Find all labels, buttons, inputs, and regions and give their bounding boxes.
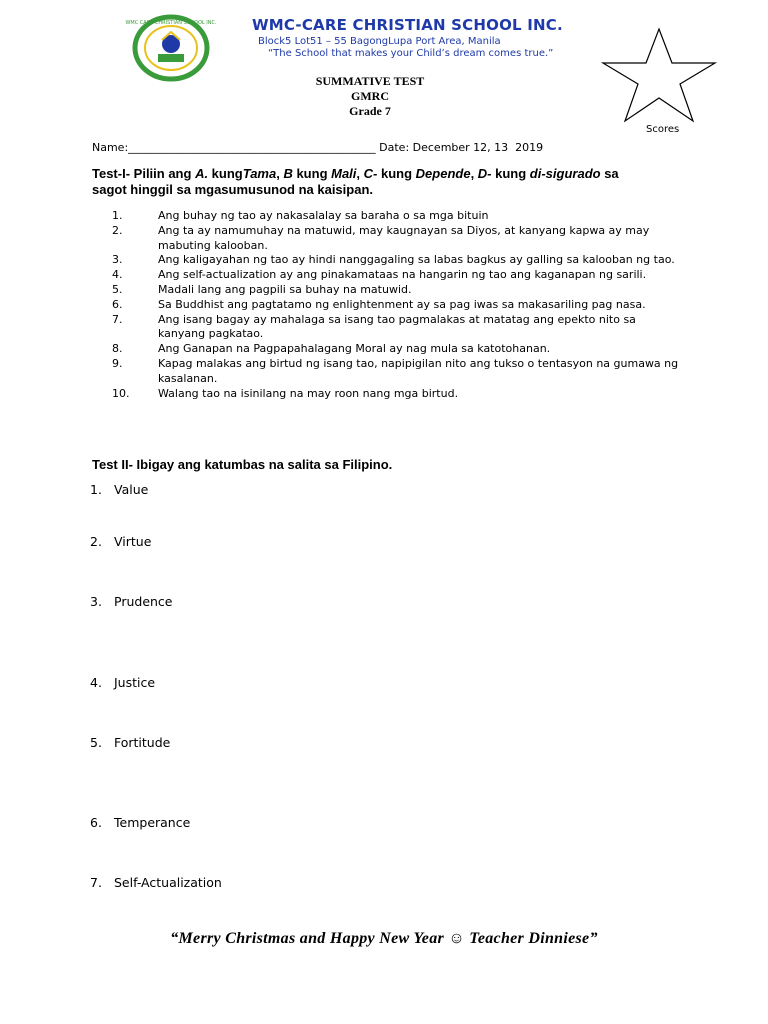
item-text: Ang buhay ng tao ay nakasalalay sa baraha o sa mga bituin [158,209,489,222]
instr-part: kung [208,166,243,181]
school-address: Block5 Lot51 – 55 BagongLupa Port Area, Manila [258,36,501,47]
list-item [112,298,682,313]
list-item [112,357,682,387]
instr-part: , [470,166,478,181]
test2-item-justice [90,675,155,690]
instr-part: kung [377,166,416,181]
school-name: WMC-CARE CHRISTIAN SCHOOL INC. [252,16,563,34]
item-number: 6. [112,297,123,311]
instr-part: , [356,166,364,181]
item-text: Virtue [114,534,152,549]
instr-part: sa sagot hinggil sa mgasumusunod na kaisipan. [92,166,619,197]
item-text: Sa Buddhist ang pagtatamo ng enlightenment ay sa pag iwas sa makasariling pag nasa. [158,297,646,311]
item-text: Ang self-actualization ay ang pinakamataas na hangarin ng tao ang kaganapan ng sarili. [158,268,647,282]
item-number: 8. [112,342,123,356]
instr-part: kung [292,166,332,181]
list-item [112,342,682,357]
name-date-line: Name:_____________________________________________ Date: December 12, 13 2019 [92,141,544,154]
item-text: Value [114,482,149,497]
list-item [112,283,682,298]
instr-part: A. [195,166,209,181]
item-number: 2. [90,534,102,549]
item-text: Temperance [114,815,191,830]
item-number: 4. [112,268,123,282]
instr-part: C- [363,166,378,181]
test2-item-temperance [90,815,190,830]
test1-label: Test-I [92,166,126,181]
instr-part: , [276,166,284,181]
item-number: 4. [90,675,102,690]
test2-item-virtue [90,534,151,549]
test1-instruction [92,166,652,198]
test1-items [112,209,682,401]
test2-instruction: Test II- Ibigay ang katumbas na salita sa Filipino. [92,457,393,472]
instr-part: Depende [415,166,471,181]
list-item [112,253,682,268]
test2-item-prudence [90,594,173,609]
item-text: Self-Actualization [114,875,222,890]
item-number: 3. [90,594,102,609]
list-item [112,224,682,254]
item-text: Fortitude [114,735,171,750]
item-text: Ang kaligayahan ng tao ay hindi nanggagaling sa labas bagkus ay galling sa kalooban ng tao. [158,253,675,267]
item-number: 6. [90,815,102,830]
instr-part: D- [477,166,492,181]
item-number: 5. [90,735,102,750]
item-text: Ang Ganapan na Pagpapahalagang Moral ay nag mula sa katotohanan. [158,342,551,356]
item-number: 7. [112,312,123,326]
school-logo [125,14,217,82]
instr-part: kung [491,166,530,181]
item-number: 1. [90,482,102,497]
test2-item-self-actualization [90,875,222,890]
list-item [112,313,682,343]
test-subject: GMRC [351,89,389,103]
instr-part: di-sigurado [529,166,601,181]
test2-item-value [90,482,148,497]
item-number: 3. [112,253,123,267]
item-text: Kapag malakas ang birtud ng isang tao, napipigilan nito ang tukso o tentasyon na gumawa ng kasalanan. [158,356,679,385]
item-text: Ang isang bagay ay mahalaga sa isang tao pagmalakas at matatag ang epekto nito sa kanyang pagkatao. [158,312,636,341]
footer-greeting: “Merry Christmas and Happy New Year ☺ Teacher Dinniese” [170,930,598,947]
item-number: 5. [112,282,123,296]
item-number: 9. [112,356,123,370]
item-number: 10. [112,386,130,400]
item-number: 2. [112,223,123,237]
list-item [112,209,682,224]
instr-part: Tama [242,166,277,181]
item-text: Ang ta ay namumuhay na matuwid, may kaugnayan sa Diyos, at kanyang kapwa ay may mabuting kalooban. [158,223,650,252]
instr-part: - Piliin ang [125,166,196,181]
item-text: Justice [114,675,156,690]
instr-part: Mali [331,166,357,181]
item-number: 7. [90,875,102,890]
logo-text: WMC CARE CHRISTIAN SCHOOL INC. [125,20,217,26]
item-text: Prudence [114,594,173,609]
school-motto: “The School that makes your Child’s dream comes true.” [268,48,554,59]
item-text: Madali lang ang pagpili sa buhay na matuwid. [158,282,412,296]
test2-item-fortitude [90,735,170,750]
instr-part: B [283,166,293,181]
list-item [112,387,682,402]
item-text: Walang tao na isinilang na may roon nang mga birtud. [158,386,459,400]
score-star-icon [600,26,718,124]
test-title: SUMMATIVE TEST [315,74,425,88]
scores-label: Scores [646,124,680,135]
item-number: 1. [112,209,123,222]
test-grade: Grade 7 [349,104,391,118]
list-item [112,268,682,283]
